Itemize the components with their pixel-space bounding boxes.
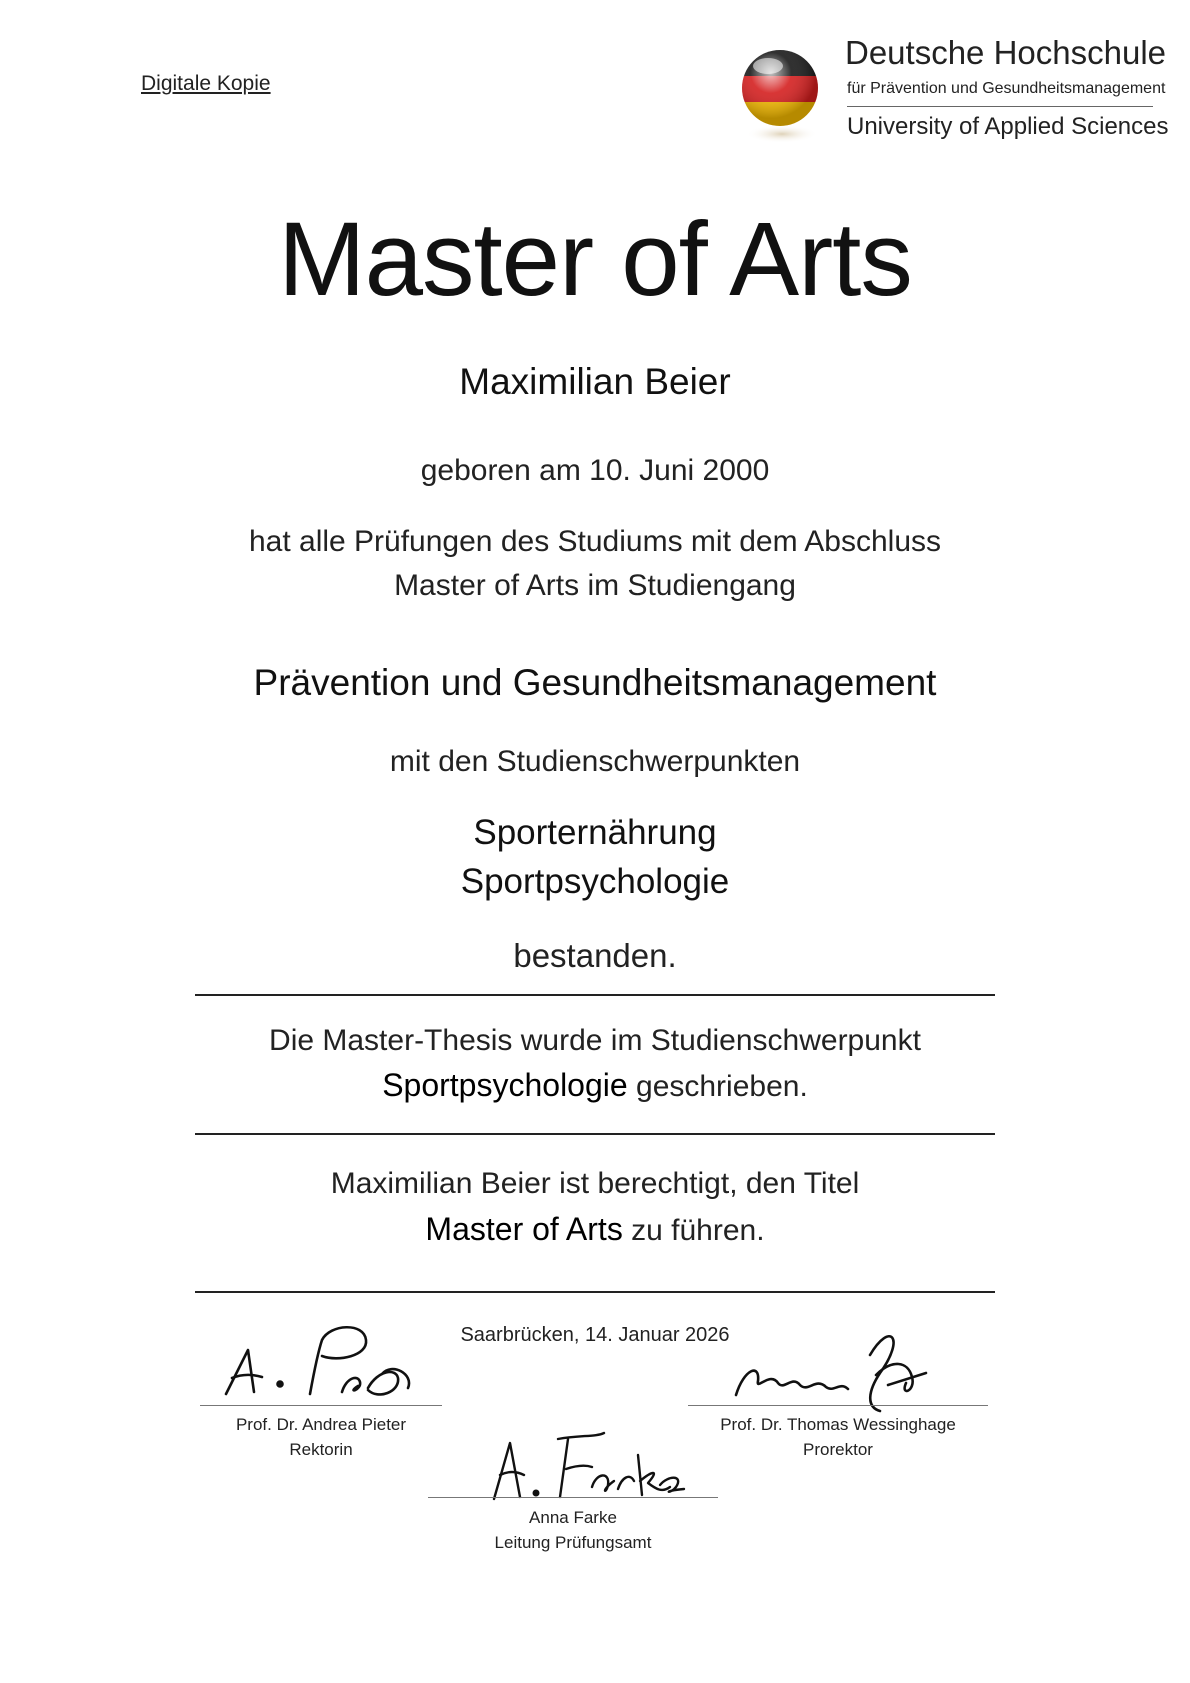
focus-intro: mit den Studienschwerpunkten [389, 745, 801, 778]
institution-type: University of Applied Sciences [847, 113, 1169, 140]
divider-line [195, 1291, 995, 1293]
signature-line [428, 1497, 718, 1498]
thesis-statement-line-2 [0, 1066, 1190, 1106]
institution-subtitle: für Prävention und Gesundheitsmanagement [847, 80, 1166, 97]
institution-name: Deutsche Hochschule [845, 34, 1167, 71]
exam-statement-line-1: hat alle Prüfungen des Studiums mit dem Abschluss [248, 525, 942, 558]
signatory-name: Prof. Dr. Thomas Wessinghage [720, 1415, 956, 1434]
exam-result: bestanden. [513, 937, 677, 974]
signature-exam-office [488, 1425, 688, 1505]
digital-copy-label: Digitale Kopie [141, 72, 271, 95]
focus-area: Sportpsychologie [460, 862, 730, 901]
signature-line [688, 1405, 988, 1406]
thesis-focus: Sportpsychologie [382, 1067, 628, 1103]
authorized-title: Master of Arts [425, 1211, 623, 1247]
birth-date-line: geboren am 10. Juni 2000 [420, 454, 770, 487]
title-authorization-line-2 [0, 1210, 1190, 1250]
degree-title: Master of Arts [278, 201, 912, 318]
divider-line [195, 1133, 995, 1135]
signatory-role: Prorektor [803, 1440, 873, 1459]
signatory-rector [200, 1412, 442, 1462]
thesis-statement-rest: geschrieben. [627, 1070, 808, 1103]
thesis-statement-line-1: Die Master-Thesis wurde im Studienschwerpunkt [269, 1024, 921, 1057]
signatory-exam-office [428, 1505, 718, 1555]
logo-divider [847, 106, 1153, 107]
signatory-role: Leitung Prüfungsamt [494, 1533, 652, 1552]
title-authorization-line-1: Maximilian Beier ist berechtigt, den Titel [330, 1167, 860, 1200]
study-program: Prävention und Gesundheitsmanagement [253, 662, 937, 703]
title-authorization-rest: zu führen. [622, 1214, 765, 1247]
signature-rector [218, 1322, 428, 1402]
signatory-prorector [688, 1412, 988, 1462]
focus-area: Sporternährung [473, 813, 717, 852]
place-and-date: Saarbrücken, 14. Januar 2026 [460, 1324, 730, 1346]
signature-line [200, 1405, 442, 1406]
university-logo-sphere [730, 40, 830, 148]
signatory-name: Prof. Dr. Andrea Pieter [235, 1415, 407, 1434]
holder-name: Maximilian Beier [459, 361, 731, 402]
signatory-role: Rektorin [289, 1440, 353, 1459]
exam-statement-line-2: Master of Arts im Studiengang [394, 569, 796, 602]
signatory-name: Anna Farke [529, 1508, 617, 1527]
divider-line [195, 994, 995, 996]
